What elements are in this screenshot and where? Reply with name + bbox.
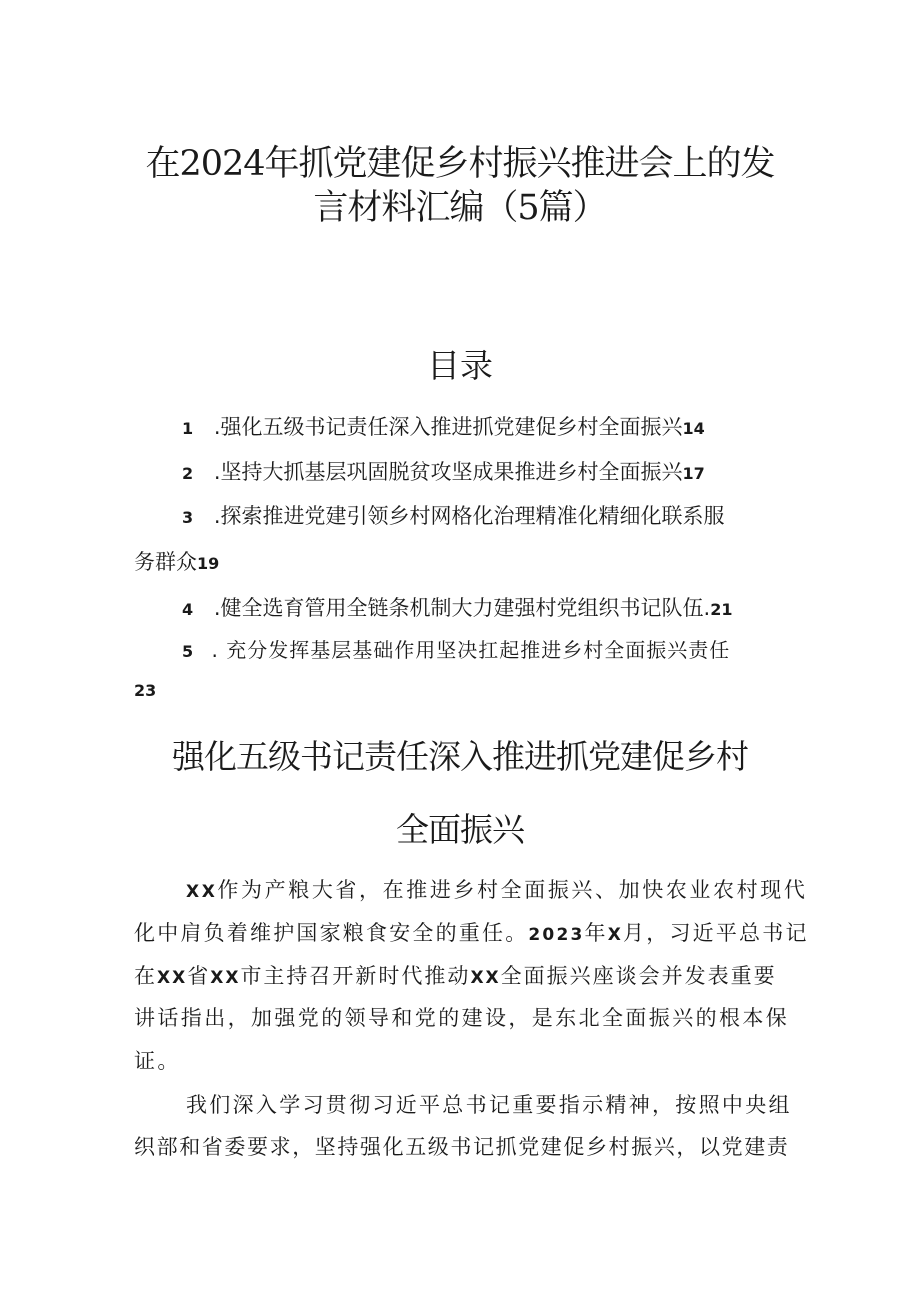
article-title-line-1: 强化五级书记责任深入推进抓党建促乡村 [172, 737, 748, 776]
toc-item-4[interactable] [182, 592, 732, 622]
toc-item-5-continued[interactable] [134, 681, 156, 700]
paragraph-text: 省 [187, 964, 211, 988]
toc-item-page: 21 [710, 600, 733, 619]
paragraph-text: 化中肩负着维护国家粮食安全的重任。 [134, 921, 529, 945]
paragraph-1-line-5: 证。 [134, 1049, 181, 1073]
toc-item-page: 14 [682, 419, 705, 438]
text-placeholder-xx: XX [186, 882, 218, 902]
toc-item-text: .坚持大抓基层巩固脱贫攻坚成果推进乡村全面振兴 [213, 460, 683, 484]
text-placeholder-xx: XX [157, 968, 188, 988]
document-title-line-2: 言材料汇编（5篇） [313, 188, 607, 228]
toc-item-text: 务群众 [134, 550, 197, 574]
paragraph-1-line-1 [186, 874, 807, 904]
toc-item-text: .强化五级书记责任深入推进抓党建促乡村全面振兴 [213, 415, 683, 439]
paragraph-1-line-2 [134, 917, 809, 947]
toc-item-3[interactable] [182, 500, 725, 530]
toc-item-number: 1 [182, 419, 194, 438]
article-title-line-2: 全面振兴 [396, 810, 524, 849]
paragraph-text: 市主持召开新时代推动 [240, 964, 471, 988]
paragraph-text: 在 [134, 964, 157, 988]
toc-item-number: 4 [182, 600, 194, 619]
text-placeholder-xx: XX [470, 968, 501, 988]
toc-item-1[interactable] [182, 411, 705, 441]
toc-item-page: 23 [134, 681, 157, 700]
text-placeholder-xx: XX [210, 968, 241, 988]
toc-item-page: 19 [197, 554, 220, 573]
toc-item-3-continued[interactable] [134, 546, 219, 576]
toc-heading: 目录 [427, 346, 493, 385]
document-title-line-1: 在2024年抓党建促乡村振兴推进会上的发 [145, 144, 775, 184]
toc-item-number: 5 [182, 642, 195, 661]
toc-item-page: 17 [682, 464, 705, 483]
toc-item-number: 3 [182, 508, 194, 527]
paragraph-text: 作为产粮大省，在推进乡村全面振兴、加快农业农村现代 [217, 878, 808, 902]
toc-item-5[interactable] [182, 634, 730, 663]
paragraph-1-line-3 [134, 960, 777, 990]
text-placeholder-x: X [607, 925, 624, 945]
year-text: 2023 [528, 925, 585, 945]
toc-item-text: . 充分发挥基层基础作用坚决扛起推进乡村全面振兴责任 [211, 638, 731, 662]
paragraph-text: 年 [584, 921, 608, 945]
toc-item-text: .探索推进党建引领乡村网格化治理精准化精细化联系服 [213, 504, 725, 528]
paragraph-1-line-4: 讲话指出，加强党的领导和党的建设，是东北全面振兴的根本保 [134, 1006, 790, 1030]
toc-item-number: 2 [182, 464, 194, 483]
toc-item-text: .健全选育管用全链条机制大力建强村党组织书记队伍. [213, 596, 711, 620]
paragraph-text: 月，习近平总书记 [623, 921, 809, 945]
paragraph-2-line-1: 我们深入学习贯彻习近平总书记重要指示精神，按照中央组 [186, 1093, 792, 1117]
paragraph-2-line-2: 织部和省委要求，坚持强化五级书记抓党建促乡村振兴，以党建责 [134, 1135, 790, 1159]
paragraph-text: 全面振兴座谈会并发表重要 [500, 964, 777, 988]
toc-item-2[interactable] [182, 456, 705, 486]
